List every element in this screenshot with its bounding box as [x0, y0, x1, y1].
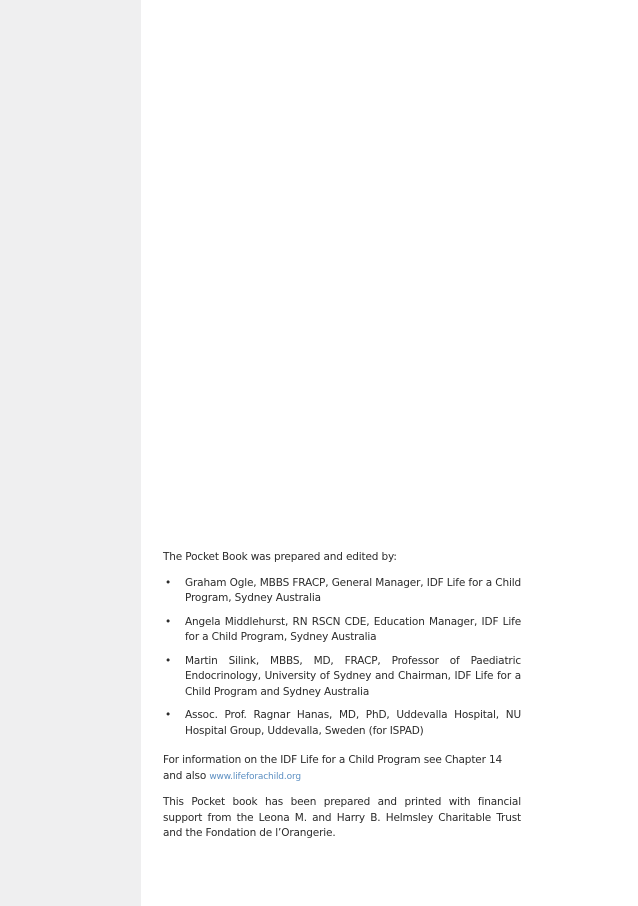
editor-text: Graham Ogle, MBBS FRACP, General Manager, IDF Life for a Child Program, Sydney Australia [185, 576, 521, 604]
bullet-icon: • [165, 654, 172, 667]
bullet-icon: • [165, 709, 172, 721]
editor-text: Angela Middlehurst, RN RSCN CDE, Education Manager, IDF Life for a Child Program, Sydney Australia [185, 615, 521, 643]
editor-item [163, 708, 521, 739]
info-text: For information on the IDF Life for a Child Program see Chapter 14 and also [163, 754, 503, 782]
editors-list [163, 576, 521, 740]
bullet-icon: • [165, 576, 172, 589]
editor-item [163, 615, 521, 646]
editor-text: Assoc. Prof. Ragnar Hanas, MD, PhD, Uddevalla Hospital, NU Hospital Group, Uddevalla, Sweden (for ISPAD) [185, 709, 521, 737]
funding-paragraph: This Pocket book has been prepared and printed with financial support from the Leona M. and Harry B. Helmsley Charitable Trust and the Fondation de l’Orangerie. [163, 796, 521, 839]
credits-intro: The Pocket Book was prepared and edited by: [163, 551, 397, 563]
bullet-icon: • [165, 615, 172, 628]
website-link[interactable]: www.lifeforachild.org [209, 771, 301, 782]
side-margin-strip [0, 0, 141, 906]
info-paragraph [163, 753, 521, 785]
credits-section [163, 550, 521, 842]
editor-text: Martin Silink, MBBS, MD, FRACP, Professor of Paediatric Endocrinology, University of Sydney and Chairman, IDF Life for a Child Program and Sydney Australia [185, 654, 521, 698]
editor-item [163, 576, 521, 607]
editor-item [163, 654, 521, 701]
